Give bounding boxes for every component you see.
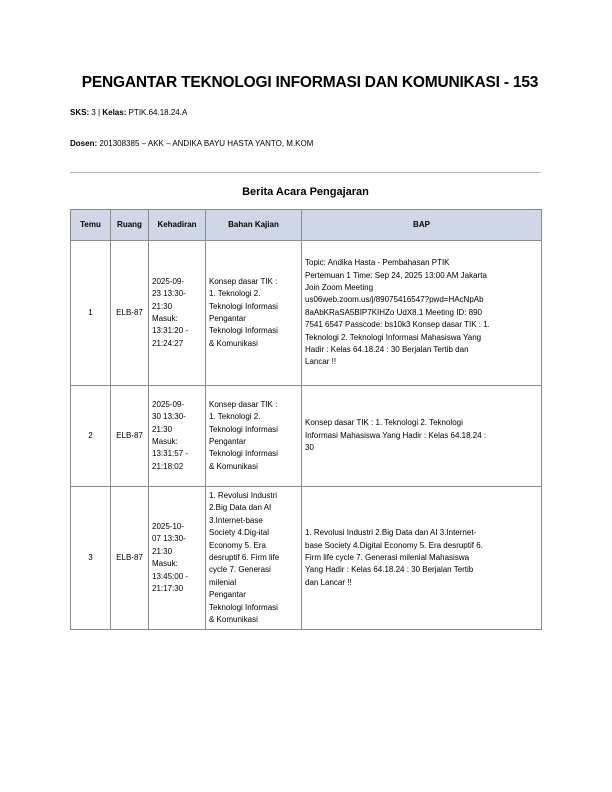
cell-bahan-kajian-line: & Komunikasi [209,338,258,348]
cell-temu: 1 [71,241,111,386]
cell-kehadiran-line: Masuk: [152,314,178,323]
cell-bahan-kajian-line: cycle 7. Generasi [209,565,271,575]
dosen-line [70,139,313,148]
cell-bap [302,386,542,487]
cell-bahan-kajian-line: Teknologi Informasi [209,301,278,311]
column-header-kehadiran: Kehadiran [149,210,206,241]
cell-ruang: ELB-87 [111,241,149,386]
cell-bahan-kajian-line: Teknologi Informasi [209,602,278,612]
cell-bahan-kajian-line: 1. Teknologi 2. [209,412,261,422]
cell-bap-line: Topic: Andika Hasta - Pembahasan PTIK [305,258,450,268]
table-header-row [71,210,542,241]
cell-bahan-kajian [206,241,302,386]
cell-bahan-kajian-line: Society 4.Dig-ital [209,528,270,538]
cell-kehadiran-line: 21:30 [152,424,173,434]
dosen-value: 201308385 – AKK – ANDIKA BAYU HASTA YANTO, M.KOM [99,139,314,148]
cell-bahan-kajian-line: Pengantar [209,590,246,600]
cell-bap-line: us06web.zoom.us/j/89075416547?pwd=HAcNpAb [305,295,484,305]
dosen-label: Dosen: [70,139,98,148]
cell-bap-line: Hadir : Kelas 64.18.24 : 30 Berjalan Tertib dan [305,345,469,355]
table-row [71,487,542,630]
column-header-bahan-kajian: Bahan Kajian [206,210,302,241]
cell-bap [302,241,542,386]
table-row [71,241,542,386]
cell-kehadiran-line: 21:30 [152,301,173,311]
kelas-label: Kelas: [102,108,127,117]
cell-kehadiran-line: 13:31:20 - [152,326,189,336]
cell-bahan-kajian-line: & Komunikasi [209,461,258,471]
cell-kehadiran [149,241,206,386]
cell-kehadiran-line: 21:18:02 [152,461,184,471]
cell-bap-line: 7541 6547 Passcode: bs10k3 Konsep dasar TIK : 1. [305,320,490,330]
cell-bahan-kajian-line: Konsep dasar TIK : [209,276,278,286]
cell-bap [302,487,542,630]
cell-kehadiran-line: 13:45:00 - [152,571,189,581]
cell-kehadiran-line: Masuk: [152,559,178,569]
cell-bap-line: Firm life cycle 7. Generasi milenial Mahasiswa [305,553,470,563]
table-row [71,386,542,487]
cell-bahan-kajian-line: Pengantar [209,314,246,323]
cell-bahan-kajian-line: Pengantar [209,437,246,446]
cell-kehadiran-line: 2025-09- [152,276,185,286]
column-header-temu: Temu [71,210,111,241]
cell-bap-line: Konsep dasar TIK : 1. Teknologi 2. Teknologi [305,418,463,428]
sks-kelas-line [70,108,187,117]
cell-ruang: ELB-87 [111,487,149,630]
cell-bap-line: 1. Revolusi Industri 2.Big Data dan AI 3.Internet- [305,528,477,538]
kelas-value: PTIK.64.18.24.A [128,108,188,117]
cell-bahan-kajian-line: Teknologi Informasi [209,449,278,459]
cell-kehadiran-line: 2025-10- [152,522,185,532]
cell-kehadiran-line: 30 13:30- [152,412,186,422]
sks-label: SKS: [70,108,90,117]
cell-ruang: ELB-87 [111,386,149,487]
cell-bahan-kajian-line: desruptif 6. Firm life [209,553,280,563]
cell-kehadiran-line: 07 13:30- [152,534,186,544]
cell-bap-line: Informasi Mahasiswa Yang Hadir : Kelas 64.18.24 : [305,430,487,440]
cell-temu: 3 [71,487,111,630]
cell-bap-line: Yang Hadir : Kelas 64.18.24 : 30 Berjalan Tertib [305,565,474,575]
cell-kehadiran-line: Masuk: [152,437,178,446]
cell-bahan-kajian-line: Teknologi Informasi [209,326,278,336]
cell-bap-line: 30 [305,443,314,453]
cell-kehadiran-line: 21:17:30 [152,584,184,594]
cell-kehadiran-line: 23 13:30- [152,289,186,299]
cell-bahan-kajian-line: 1. Revolusi Industri [209,491,278,500]
cell-bap-line: Teknologi 2. Teknologi Informasi Mahasiswa Yang [305,332,482,342]
cell-bap-line: Lancar !! [305,357,337,367]
cell-bahan-kajian-line: & Komunikasi [209,615,258,625]
cell-bahan-kajian [206,386,302,487]
cell-kehadiran-line: 21:24:27 [152,338,184,348]
cell-bahan-kajian-line: Economy 5. Era [209,540,266,550]
divider [70,172,541,173]
cell-bahan-kajian-line: 1. Teknologi 2. [209,289,261,299]
cell-bahan-kajian-line: milenial [209,577,237,587]
sks-value: 3 | [91,108,101,117]
cell-bap-line: base Society 4.Digital Economy 5. Era desruptif 6. [305,540,483,550]
cell-bap-line: Join Zoom Meeting [305,282,374,292]
cell-bap-line: 8aAbKRaSA5BIP7KIHZo UdX8.1 Meeting ID: 890 [305,307,482,317]
cell-bap-line: dan Lancar !! [305,577,352,587]
cell-bahan-kajian-line: Teknologi Informasi [209,424,278,434]
cell-bahan-kajian-line: 2.Big Data dan AI [209,503,272,513]
bap-table [70,209,542,630]
cell-bahan-kajian-line: 3.Internet-base [209,515,263,525]
cell-bahan-kajian-line: Konsep dasar TIK : [209,399,278,409]
section-title: Berita Acara Pengajaran [242,186,369,198]
column-header-ruang: Ruang [111,210,149,241]
cell-kehadiran [149,487,206,630]
cell-bap-line: Pertemuan 1 Time: Sep 24, 2025 13:00 AM Jakarta [305,270,487,280]
cell-kehadiran-line: 13:31:57 - [152,449,189,459]
cell-kehadiran-line: 2025-09- [152,399,185,409]
cell-kehadiran-line: 21:30 [152,546,173,556]
cell-temu: 2 [71,386,111,487]
course-title: PENGANTAR TEKNOLOGI INFORMASI DAN KOMUNIKASI - 153 [81,74,539,91]
cell-kehadiran [149,386,206,487]
cell-bahan-kajian [206,487,302,630]
column-header-bap: BAP [302,210,542,241]
